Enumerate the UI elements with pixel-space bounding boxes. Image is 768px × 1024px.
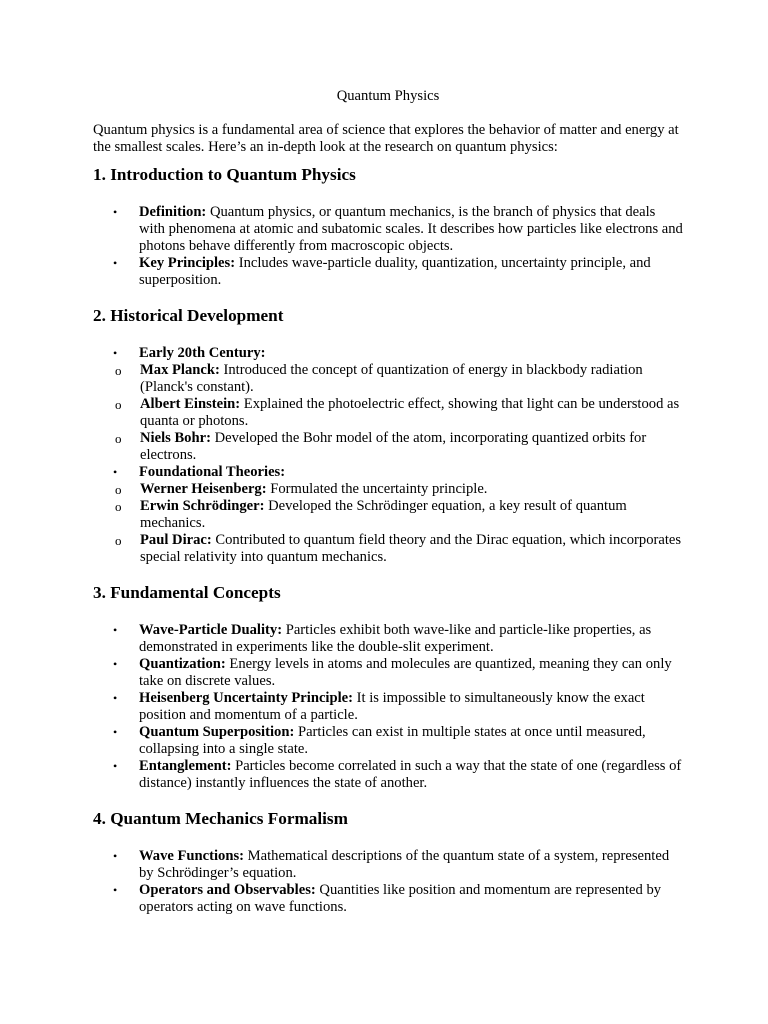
item-term: Definition: [139,204,207,220]
item-text: Particles can exist in multiple states at once until measured, collapsing into a single state. [139,724,646,757]
sublist-item [93,396,683,430]
document-body [93,88,683,933]
item-term: Werner Heisenberg: [140,481,267,497]
list-item [93,622,683,656]
bullet-icon: • [113,205,118,219]
section-list-formalism [93,848,683,916]
list-item [93,656,683,690]
item-text: Particles become correlated in such a way that the state of one (regardless of distance) instantly influences the state of another. [139,758,682,791]
bullet-icon: • [113,657,118,671]
sublist [93,481,683,566]
item-text: Introduced the concept of quantization of energy in blackbody radiation (Planck's constant). [140,362,643,395]
item-term: Operators and Observables: [139,882,316,898]
item-term: Wave-Particle Duality: [139,622,283,638]
item-text: Contributed to quantum field theory and the Dirac equation, which incorporates special relativity into quantum mechanics. [140,532,682,565]
section-heading-introduction: 1. Introduction to Quantum Physics [93,165,356,184]
list-item [93,758,683,792]
sublist [93,362,683,464]
item-term: Foundational Theories: [139,464,286,480]
intro-paragraph: Quantum physics is a fundamental area of science that explores the behavior of matter and energy at the smallest scales. Here’s an in-depth look at the research on quantum physics: [93,122,679,155]
sublist-item [93,532,683,566]
item-term: Quantum Superposition: [139,724,295,740]
list-item [93,255,683,289]
item-text: Explained the photoelectric effect, showing that light can be understood as quanta or photons. [140,396,680,429]
item-text: Energy levels in atoms and molecules are quantized, meaning they can only take on discrete values. [139,656,672,689]
bullet-icon: • [113,725,118,739]
sublist-item [93,498,683,532]
item-text: Particles exhibit both wave-like and particle-like properties, as demonstrated in experiments like the double-slit experiment. [139,622,652,655]
section-list-history [93,345,683,566]
item-term: Key Principles: [139,255,236,271]
item-text: Quantum physics, or quantum mechanics, is the branch of physics that deals with phenomena at atomic and subatomic scales. It describes how particles like electrons and photons behave differently from macroscopic objects. [139,204,683,254]
list-item [93,690,683,724]
bullet-icon: • [113,465,118,479]
sublist-item [93,362,683,396]
bullet-icon: • [113,623,118,637]
bullet-icon: • [113,346,118,360]
list-item [93,464,683,566]
bullet-icon: • [113,849,118,863]
section-heading-history: 2. Historical Development [93,306,284,325]
item-text: Quantities like position and momentum are represented by operators acting on wave functions. [139,882,662,915]
list-item [93,345,683,464]
circle-bullet-icon: o [115,499,122,514]
item-term: Albert Einstein: [140,396,241,412]
item-term: Paul Dirac: [140,532,212,548]
bullet-icon: • [113,256,118,270]
item-text: Developed the Schrödinger equation, a key result of quantum mechanics. [140,498,627,531]
item-text: It is impossible to simultaneously know the exact position and momentum of a particle. [139,690,645,723]
circle-bullet-icon: o [115,533,122,548]
circle-bullet-icon: o [115,397,122,412]
sublist-item [93,430,683,464]
item-text: Developed the Bohr model of the atom, incorporating quantized orbits for electrons. [140,430,647,463]
section-list-concepts [93,622,683,792]
list-item [93,882,683,916]
circle-bullet-icon: o [115,431,122,446]
item-term: Heisenberg Uncertainty Principle: [139,690,353,706]
sublist-item [93,481,683,498]
document-title: Quantum Physics [336,88,440,104]
list-item [93,848,683,882]
item-term: Erwin Schrödinger: [140,498,265,514]
bullet-icon: • [113,691,118,705]
item-term: Niels Bohr: [140,430,211,446]
item-text: Formulated the uncertainty principle. [266,481,488,497]
item-text: Includes wave-particle duality, quantization, uncertainty principle, and superposition. [139,255,651,288]
item-term: Max Planck: [140,362,220,378]
item-term: Wave Functions: [139,848,244,864]
item-text: Mathematical descriptions of the quantum state of a system, represented by Schrödinger’s equation. [139,848,670,881]
list-item [93,204,683,255]
bullet-icon: • [113,883,118,897]
section-heading-concepts: 3. Fundamental Concepts [93,583,281,602]
section-list-introduction [93,204,683,289]
list-item [93,724,683,758]
item-term: Early 20th Century: [139,345,266,361]
item-term: Quantization: [139,656,226,672]
bullet-icon: • [113,759,118,773]
circle-bullet-icon: o [115,363,122,378]
item-term: Entanglement: [139,758,232,774]
section-heading-formalism: 4. Quantum Mechanics Formalism [93,809,348,828]
circle-bullet-icon: o [115,482,122,497]
